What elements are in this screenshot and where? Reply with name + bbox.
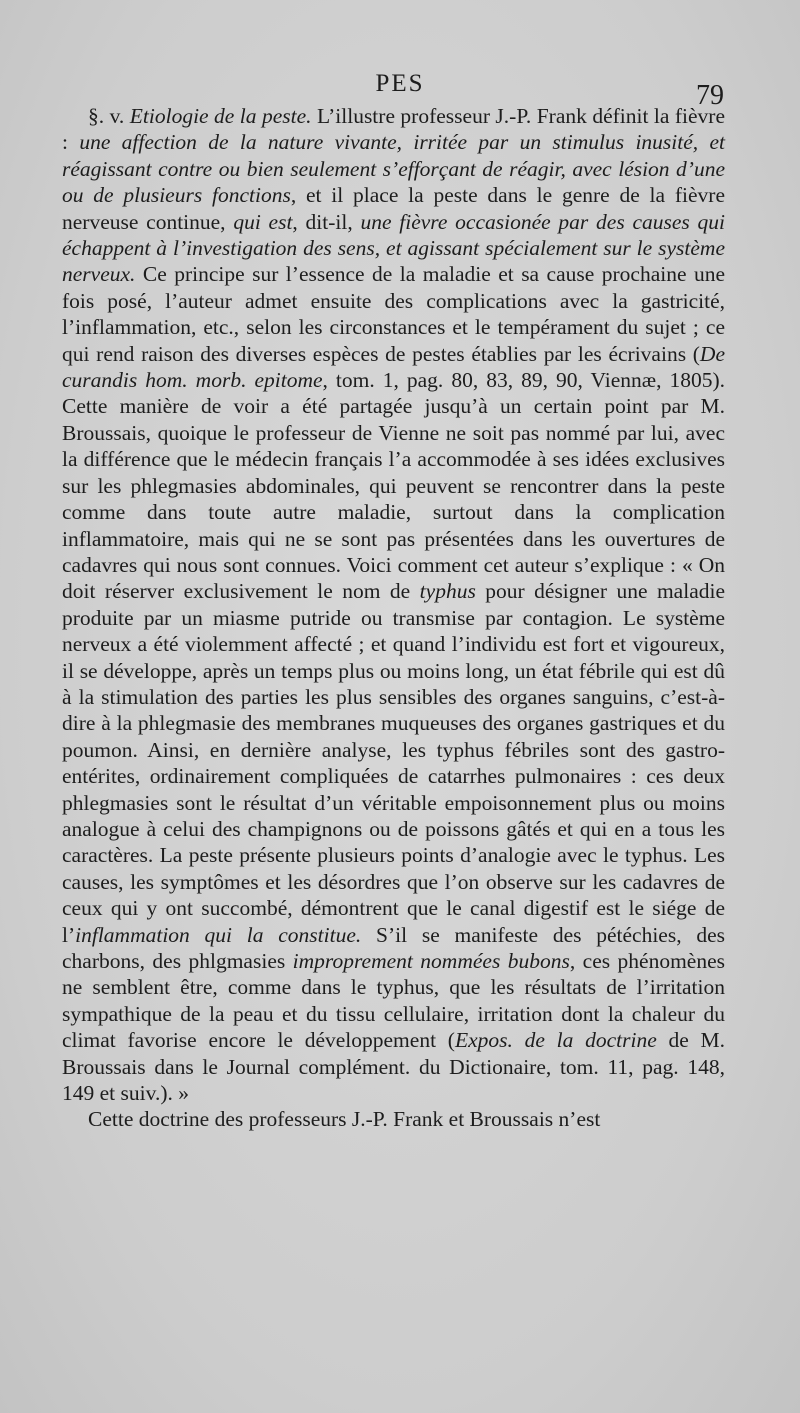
section-title: Etiologie de la peste. <box>129 104 312 128</box>
citation-title: De curandis hom. morb. epitome <box>62 341 725 393</box>
italic-quote: une fièvre occasionée par des causes qui échappent à l’investigation des sens, et agissant spécialement sur le système nerveux. <box>62 209 725 287</box>
running-head: PES <box>375 70 425 97</box>
italic-phrase: improprement nommées bubons <box>292 949 570 973</box>
italic-phrase: qui est <box>233 209 293 234</box>
text-span: L’illustre professeur J.-P. Frank définit la fièvre : <box>62 104 726 155</box>
text-span: , et il place la peste dans le genre de la fièvre nerveuse continue, <box>62 183 725 234</box>
text-span: pour désigner une maladie produite par un miasme putride ou transmise par contagion. Le système nerveux a été violemment affecté ; et quand l’individu est fort et vigoureux, il se développe, après un temps plus ou moins long, un état fébrile qui est dû à la stimulation des parties les plus sensibles des organes sanguins, c’est-à-dire à la phlegmasie des membranes muqueuses des organes gastriques et du poumon. Ainsi, en dernière analyse, les typhus fébriles sont des gastro-entérites, ordinairement compliquées de catarrhes pulmonaires : ces deux phlegmasies sont le résultat d’un véritable empoisonnement plus ou moins analogue à celui des champignons ou de poissons gâtés et qui en a tous les caractères. La peste présente plusieurs points d’analogie avec le typhus. Les causes, les symptômes et les désordres que l’on observe sur les cadavres de ceux qui y ont succombé, démontrent que le canal digestif est le siége de l’ <box>62 579 725 947</box>
text-span: , tom. 1, pag. 80, 83, 89, 90, Viennæ, 1805). Cette manière de voir a été partagée jusqu’à un certain point par M. Broussais, quoique le professeur de Vienne ne soit pas nommé par lui, avec la différence que le médecin français l’a accommodée à ses idées exclusives sur les phlegmasies abdominales, qui peuvent se rencontrer dans la peste comme dans toute autre maladie, surtout dans la complication inflammatoire, mais qui ne se sont pas présentées dans les ouvertures de cadavres qui nous sont connues. Voici comment cet auteur s’explique : « On doit réserver exclusivement le nom de <box>62 368 726 604</box>
italic-quote: une affection de la nature vivante, irritée par un stimulus inusité, et réagissant contre ou bien seulement s’efforçant de réagir, avec lésion d’une ou de plusieurs fonctions <box>62 130 725 208</box>
citation-title: Expos. de la doctrine <box>454 1028 657 1053</box>
body-text <box>62 103 725 1133</box>
page-number: 79 <box>696 80 724 111</box>
italic-term: typhus <box>419 579 476 604</box>
text-span: , dit-il, <box>292 209 361 234</box>
text-span: S’il se manifeste des pétéchies, des charbons, des phlgmasies <box>62 922 725 973</box>
text-span: de M. Broussais dans le Journal complément. du Dictionaire, tom. 11, pag. 148, 149 et suiv.). » <box>62 1028 726 1106</box>
paragraph-2: Cette doctrine des professeurs J.-P. Frank et Broussais n’est <box>88 1107 601 1132</box>
text-span: Ce principe sur l’essence de la maladie et sa cause prochaine une fois posé, l’auteur admet ensuite des complications avec la gastricité, l’inflammation, etc., selon les circonstances et le tempérament du sujet ; ce qui rend raison des diverses espèces de pestes établies par les écrivains ( <box>62 262 725 366</box>
paragraph-1 <box>62 103 725 1106</box>
italic-phrase: inflammation qui la constitue. <box>75 922 362 947</box>
section-number: §. v. <box>88 104 130 128</box>
text-span: , ces phénomènes ne semblent être, comme dans le typhus, que les résultats de l’irritation sympathique de la peau et du tissu cellulaire, irritation dont la chaleur du climat favorise encore le développement ( <box>62 949 725 1053</box>
